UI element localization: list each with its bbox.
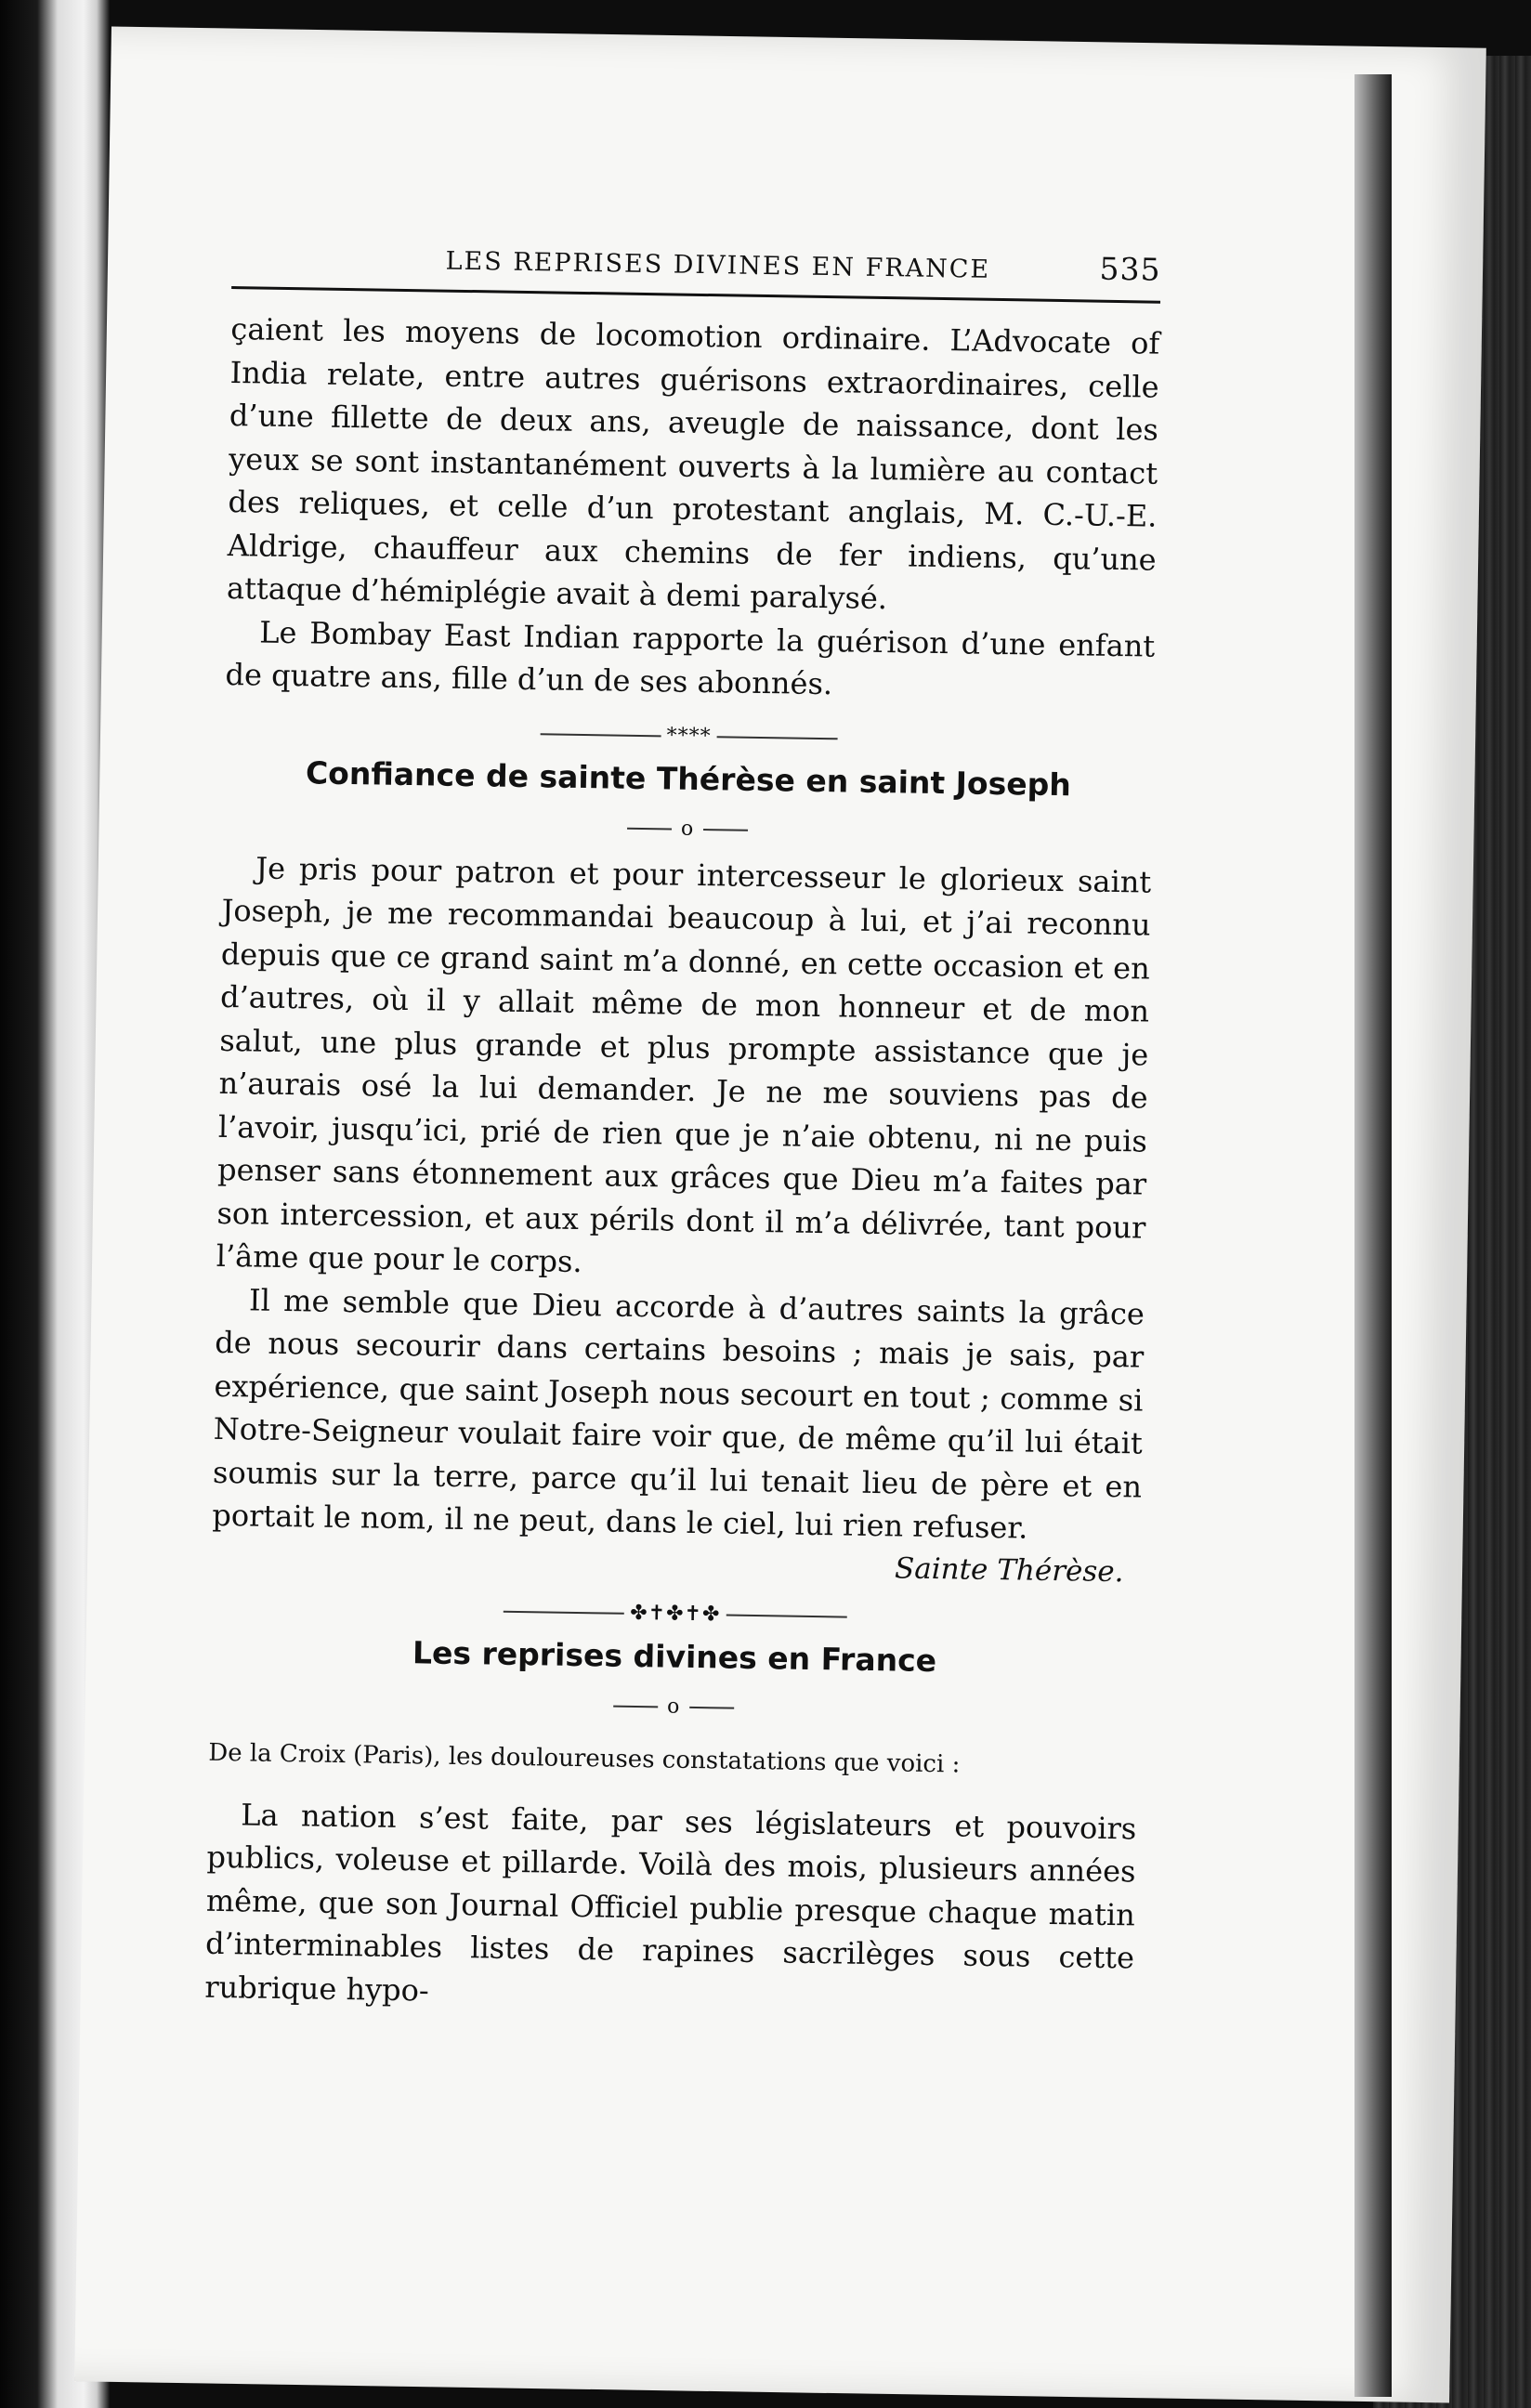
separator-ornament: ✤✝✤✝✤: [630, 1601, 721, 1626]
paragraph: La nation s’est faite, par ses législateurs et pouvoirs publics, voleuse et pillarde. Voilà des mois, plusieurs années même, que son Journal Officiel publie presque chaque matin d’interminables listes de rapines sacrilèges sous cette rubrique hypo-: [204, 1796, 1137, 2009]
ornament-separator: [224, 716, 1153, 754]
page-number: 535: [1099, 250, 1161, 288]
separator-line: [717, 736, 838, 739]
quote-intro: De la Croix (Paris), les douloureuses constatations que voici :: [208, 1738, 961, 1779]
section-title: Confiance de sainte Thérèse en saint Joseph: [305, 753, 1072, 803]
section-marker: o: [223, 809, 1152, 847]
signature: Sainte Thérèse.: [894, 1551, 1124, 1589]
paragraph: çaient les moyens de locomotion ordinaire. L’Advocate of India relate, entre autres guérisons extraordinaires, celle d’une fillette de deux ans, aveugle de naissance, dont les yeux se sont instantanément ouverts à la lumière au contact des reliques, et celle d’un protestant anglais, M. C.-U.-E. Aldrige, chauffeur aux chemins de fer indiens, qu’une attaque d’hémiplégie avait à demi paralysé.: [226, 310, 1160, 617]
running-head-title: LES REPRISES DIVINES EN FRANCE: [445, 246, 991, 284]
ornament-separator: [211, 1594, 1140, 1632]
section-title: Les reprises divines en France: [412, 1633, 937, 1679]
separator-line: [541, 733, 661, 737]
separator-stars: ****: [666, 723, 712, 748]
section-marker: o: [209, 1687, 1138, 1725]
page-gutter-shadow: [1354, 74, 1392, 2397]
paragraph: Je pris pour patron et pour intercesseur le glorieux saint Joseph, je me recommandai beaucoup à lui, et j’ai reconnu depuis que ce grand saint m’a donné, en cette occasion et en d’autres, où il y allait même de mon honneur et de mon salut, une plus grande et plus prompte assistance que je n’aurais osé la lui demander. Je ne me souviens pas de l’avoir, jusqu’ici, prié de rien que je n’aie obtenu, ni ne puis penser sans étonnement aux grâces que Dieu m’a faites par son intercession, et aux périls dont il m’a délivrée, tant pour l’âme que pour le corps.: [216, 849, 1152, 1280]
page-content: [204, 237, 1161, 2022]
paragraph: Le Bombay East Indian rapporte la guérison d’une enfant de quatre ans, fille d’un de ses abonnés.: [225, 614, 1156, 702]
paragraph: Il me semble que Dieu accorde à d’autres saints la grâce de nous secourir dans certains besoins ; mais je sais, par expérience, que saint Joseph nous secourt en tout ; comme si Notre-Seigneur voulait faire voir que, de même qu’il lui était soumis sur la terre, parce qu’il lui tenait lieu de père et en portait le nom, il ne peut, dans le ciel, lui rien refuser.: [212, 1281, 1145, 1546]
